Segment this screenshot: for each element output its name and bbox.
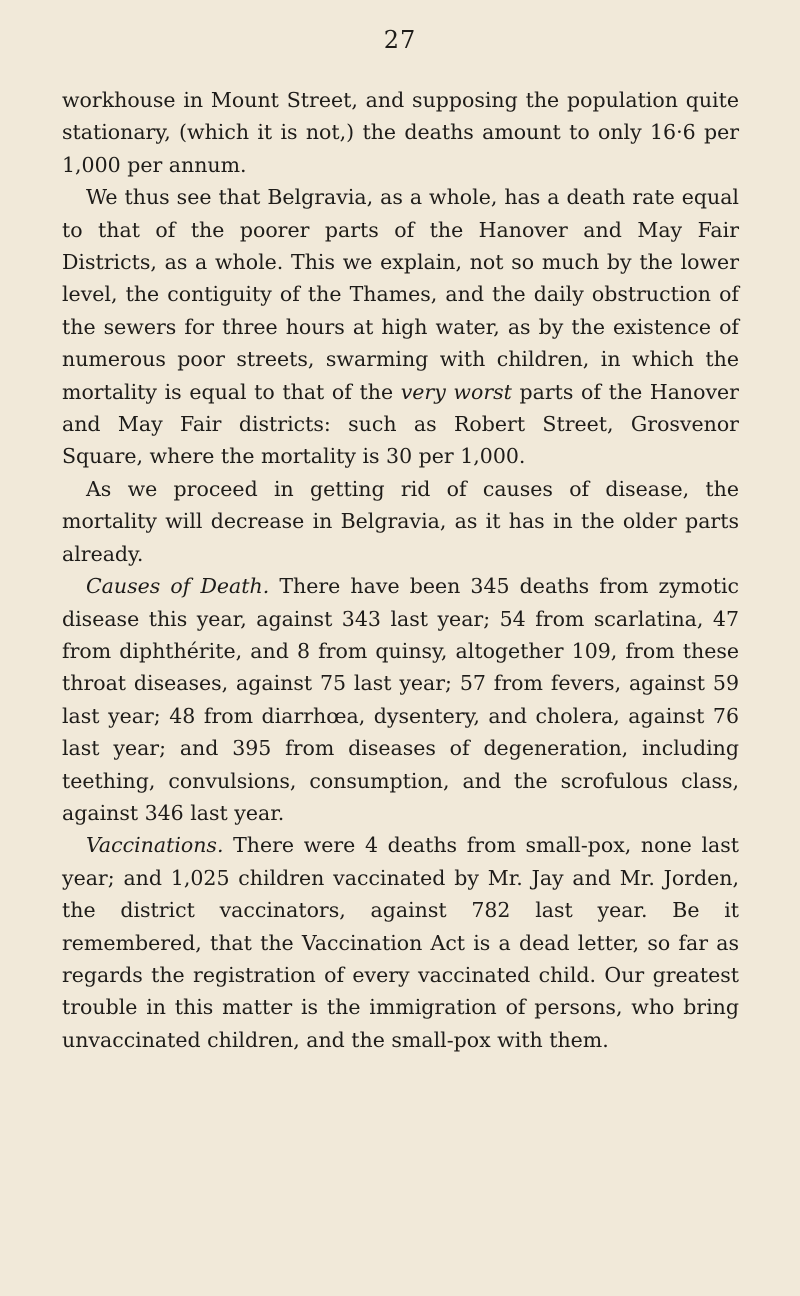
paragraph-text: We thus see that Belgravia, as a whole, has a death rate equal to that of the poorer parts of the Hanover and May Fair Districts, as a whole. This we explain, not so much by the lower level, the contiguity of the Thames, and the daily obstruction of the sewers for three hours at high water, as by the existence of numerous poor streets, swarming with children, in which the mortality is equal to that of the bbox=[62, 185, 739, 404]
paragraph-vaccinations bbox=[62, 829, 739, 1056]
section-heading-causes-of-death: Causes of Death. bbox=[86, 574, 270, 599]
paragraph-belgravia-death-rate bbox=[62, 181, 739, 473]
paragraph-mortality-decrease bbox=[62, 473, 739, 570]
paragraph-text: parts of the Hanover and May Fair districts: such as Robert Street, Grosvenor Square, where the mortality is 30 per 1,000. bbox=[62, 379, 739, 469]
paragraph-text: As we proceed in getting rid of causes of disease, the mortality will decrease in Belgravia, as it has in the older parts already. bbox=[62, 476, 739, 566]
paragraph-text: There were 4 deaths from small-pox, none last year; and 1,025 children vaccinated by Mr. Jay and Mr. Jorden, the district vaccinators, against 782 last year. Be it remembered, that the Vaccination Act is a dead letter, so far as regards the registration of every vaccinated child. Our greatest trouble in this matter is the immigration of persons, who bring unvaccinated children, and the small-pox with them. bbox=[62, 833, 739, 1052]
section-heading-vaccinations: Vaccinations. bbox=[86, 833, 224, 858]
page-number: 27 bbox=[383, 26, 417, 54]
emphasis-very-worst: very worst bbox=[400, 379, 512, 404]
paragraph-workhouse bbox=[62, 84, 739, 181]
paragraph-causes-of-death bbox=[62, 570, 739, 829]
paragraph-text: There have been 345 deaths from zymotic disease this year, against 343 last year; 54 from scarlatina, 47 from diphthérite, and 8 from quinsy, altogether 109, from these throat diseases, against 75 last year; 57 from fevers, against 59 last year; 48 from diarrhœa, dysentery, and cholera, against 76 last year; and 395 from diseases of degeneration, including teething, convulsions, consumption, and the scrofulous class, against 346 last year. bbox=[62, 574, 739, 825]
body-text bbox=[62, 84, 739, 1056]
paragraph-text: workhouse in Mount Street, and supposing the population quite stationary, (which it is not,) the deaths amount to only 16·6 per 1,000 per annum. bbox=[62, 88, 739, 177]
